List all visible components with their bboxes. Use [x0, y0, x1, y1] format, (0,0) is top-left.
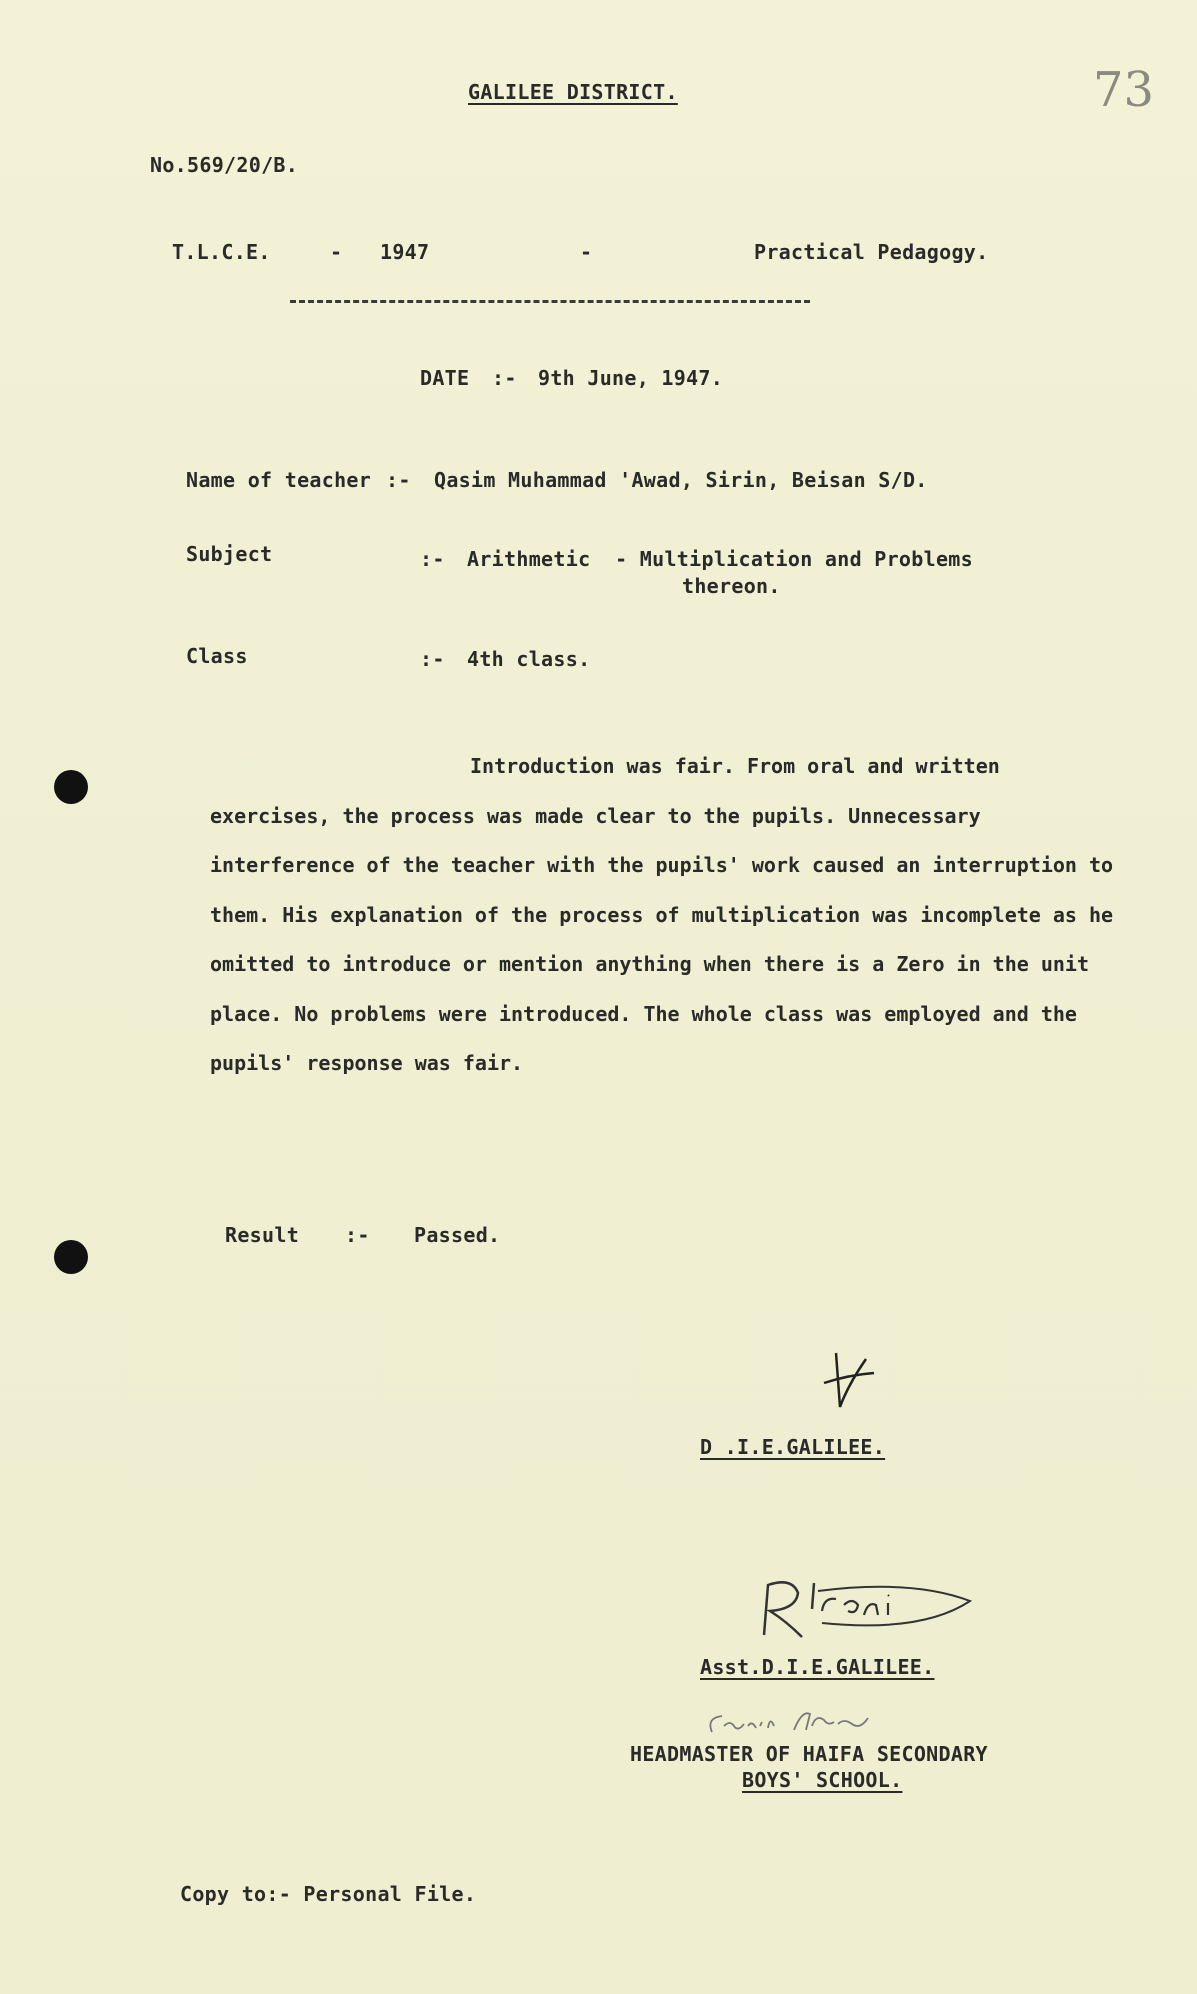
copy-to-line: Copy to:- Personal File. — [180, 1882, 477, 1906]
result-value: Passed. — [414, 1223, 501, 1247]
district-heading: GALILEE DISTRICT. — [468, 80, 678, 104]
rani-signature — [752, 1575, 982, 1645]
page-number: 73 — [1093, 62, 1155, 118]
class-value: 4th class. — [467, 647, 591, 671]
teacher-label: Name of teacher — [186, 468, 372, 492]
result-separator: :- — [345, 1223, 370, 1247]
course-year: 1947 — [380, 240, 430, 264]
dashed-divider — [290, 300, 810, 303]
course-code: T.L.C.E. — [172, 240, 271, 264]
subject-separator: :- — [420, 547, 445, 571]
initials-signature — [818, 1345, 878, 1415]
report-paragraph — [210, 742, 1130, 1089]
date-value: 9th June, 1947. — [538, 366, 724, 390]
course-topic: Practical Pedagogy. — [754, 240, 989, 264]
reference-number: No.569/20/B. — [150, 153, 299, 177]
teacher-value: Qasim Muhammad 'Awad, Sirin, Beisan S/D. — [434, 468, 928, 492]
subject-value: Arithmetic - Multiplication and Problems — [467, 547, 973, 571]
punch-hole — [54, 770, 88, 804]
headmaster-school: BOYS' SCHOOL. — [742, 1768, 903, 1792]
separator: - — [580, 240, 593, 264]
headmaster-signature — [702, 1696, 932, 1746]
date-separator: :- — [492, 366, 517, 390]
die-galilee-title: D .I.E.GALILEE. — [700, 1435, 886, 1459]
teacher-separator: :- — [386, 468, 411, 492]
headmaster-title: HEADMASTER OF HAIFA SECONDARY — [630, 1742, 988, 1766]
date-label: DATE — [420, 366, 470, 390]
punch-hole — [54, 1240, 88, 1274]
subject-label: Subject — [186, 542, 273, 566]
class-separator: :- — [420, 647, 445, 671]
report-text: Introduction was fair. From oral and written exercises, the process was made clear to the pupils. Unnecessary interference of the teacher with the pupils' work caused an interruption to them. His explanation of the process of multiplication was incomplete as he omitted to introduce or mention anything when there is a Zero in the unit place. No problems were introduced. The whole class was employed and the pupils' response was fair. — [210, 754, 1114, 1075]
separator: - — [330, 240, 343, 264]
subject-value-cont: thereon. — [682, 574, 781, 598]
asst-die-galilee-title: Asst.D.I.E.GALILEE. — [700, 1655, 935, 1679]
result-label: Result — [225, 1223, 300, 1247]
class-label: Class — [186, 644, 248, 668]
